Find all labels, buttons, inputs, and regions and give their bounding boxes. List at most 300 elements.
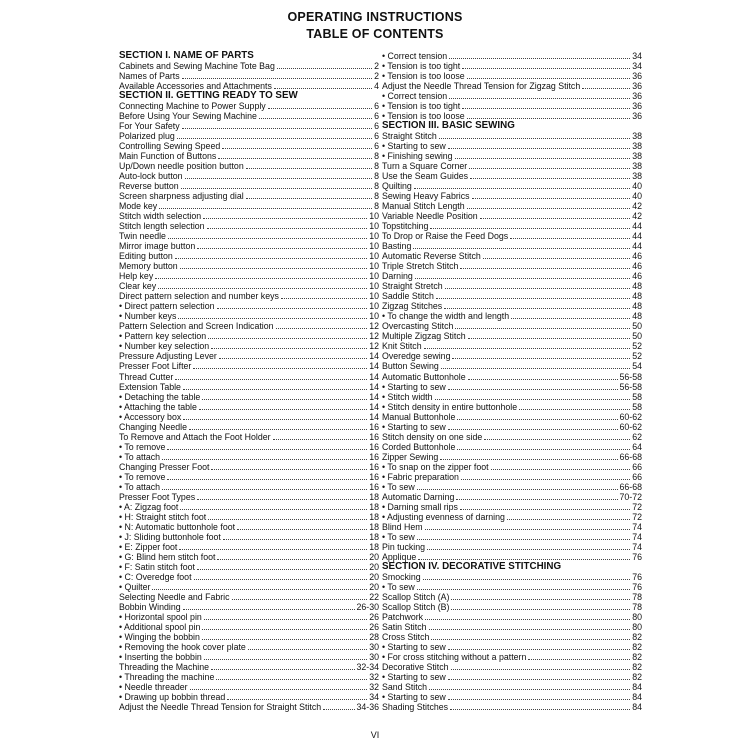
toc-entry-page: 66-68 <box>619 481 642 492</box>
toc-entry <box>382 522 642 532</box>
dot-leader <box>276 322 368 329</box>
toc-entry-page: 16 <box>369 431 379 442</box>
toc-entry-title: Presser Foot Lifter <box>119 361 192 372</box>
toc-entry-title: Corded Buttonhole <box>382 441 456 452</box>
toc-entry-page: 18 <box>369 521 379 532</box>
dot-leader <box>227 693 367 700</box>
dot-leader <box>418 553 630 560</box>
toc-entry <box>119 261 379 271</box>
toc-entry-page: 10 <box>369 291 379 302</box>
dot-leader <box>468 332 631 339</box>
toc-entry <box>382 472 642 482</box>
dot-leader <box>208 513 367 520</box>
toc-entry <box>119 702 379 712</box>
toc-entry-title: • Direct pattern selection <box>119 301 215 312</box>
toc-entry <box>382 211 642 221</box>
toc-entry-page: 14 <box>369 391 379 402</box>
dot-leader <box>528 653 630 660</box>
toc-entry-page: 48 <box>632 291 642 302</box>
toc-entry <box>119 201 379 211</box>
dot-leader <box>427 543 630 550</box>
dot-leader <box>507 513 630 520</box>
toc-entry <box>119 582 379 592</box>
toc-entry <box>119 432 379 442</box>
toc-entry-title: Topstitching <box>382 221 429 232</box>
dot-leader <box>462 102 630 109</box>
toc-entry <box>382 492 642 502</box>
toc-entry-title: Changing Needle <box>119 421 187 432</box>
dot-leader <box>323 703 354 710</box>
toc-entry-page: 6 <box>374 111 379 122</box>
toc-entry-page: 18 <box>369 491 379 502</box>
toc-entry <box>119 231 379 241</box>
toc-entry-title: • To remove <box>119 471 166 482</box>
toc-entry-title: Cross Stitch <box>382 631 430 642</box>
toc-entry-title: Automatic Darning <box>382 491 455 502</box>
toc-entry <box>119 321 379 331</box>
toc-entry <box>119 271 379 281</box>
toc-entry-page: 76 <box>632 581 642 592</box>
dot-leader <box>451 593 630 600</box>
toc-entry <box>382 221 642 231</box>
dot-leader <box>460 503 630 510</box>
toc-entry <box>119 382 379 392</box>
toc-entry-title: • To sew <box>382 581 415 592</box>
toc-entry <box>382 151 642 161</box>
toc-entry-title: • Starting to sew <box>382 381 446 392</box>
toc-entry-page: 42 <box>632 211 642 222</box>
toc-entry-page: 80 <box>632 621 642 632</box>
toc-entry <box>119 281 379 291</box>
toc-entry-title: • Correct tension <box>382 91 448 102</box>
toc-entry <box>382 632 642 642</box>
toc-entry-title: Up/Down needle position button <box>119 161 244 172</box>
toc-entry <box>119 562 379 572</box>
toc-entry-page: 82 <box>632 631 642 642</box>
toc-entry-title: Reverse button <box>119 181 179 192</box>
toc-entry <box>382 331 642 341</box>
toc-entry <box>382 462 642 472</box>
toc-entry-page: 66 <box>632 471 642 482</box>
toc-entry-title: Straight Stitch <box>382 131 437 142</box>
dot-leader <box>461 473 630 480</box>
dot-leader <box>182 122 372 129</box>
toc-entry-page: 44 <box>632 241 642 252</box>
toc-entry-title: Help key <box>119 271 154 282</box>
dot-leader <box>197 563 367 570</box>
toc-entry <box>382 622 642 632</box>
toc-entry-title: Adjust the Needle Thread Tension for Straight Stitch <box>119 702 322 713</box>
dot-leader <box>259 112 372 119</box>
toc-entry-page: 52 <box>632 351 642 362</box>
toc-entry <box>382 111 642 121</box>
toc-entry-page: 34 <box>632 61 642 72</box>
toc-entry-page: 38 <box>632 151 642 162</box>
dot-leader <box>455 152 631 159</box>
toc-entry-page: 26 <box>369 611 379 622</box>
dot-leader <box>202 623 367 630</box>
toc-entry-page: 14 <box>369 381 379 392</box>
toc-entry-title: • Drawing up bobbin thread <box>119 692 226 702</box>
toc-entry-title: • Starting to sew <box>382 671 446 682</box>
toc-entry-title: Mode key <box>119 201 158 212</box>
dot-leader <box>152 583 367 590</box>
toc-entry-title: Zipper Sewing <box>382 451 439 462</box>
toc-entry-title: • Stitch density in entire buttonhole <box>382 401 518 412</box>
toc-entry-title: Memory button <box>119 261 178 272</box>
dot-leader <box>449 52 630 59</box>
toc-entry <box>382 181 642 191</box>
toc-entry-title: • G: Blind hem stitch foot <box>119 551 216 562</box>
dot-leader <box>232 593 368 600</box>
toc-entry <box>119 151 379 161</box>
dot-leader <box>424 342 631 349</box>
toc-entry-title: • Finishing sewing <box>382 151 453 162</box>
toc-entry-title: Manual Buttonhole <box>382 411 456 422</box>
toc-entry-title: • J: Sliding buttonhole foot <box>119 531 221 542</box>
toc-entry <box>382 321 642 331</box>
toc-entry-title: • Attaching the table <box>119 401 197 412</box>
dot-leader <box>268 102 372 109</box>
toc-entry <box>119 61 379 71</box>
dot-leader <box>162 453 367 460</box>
toc-entry-title: • To sew <box>382 531 415 542</box>
dot-leader <box>183 413 367 420</box>
toc-entry <box>382 341 642 351</box>
dot-leader <box>439 132 630 139</box>
toc-entry-title: Shading Stitches <box>382 702 449 713</box>
toc-entry-page: 48 <box>632 301 642 312</box>
toc-entry <box>119 171 379 181</box>
toc-entry <box>382 682 642 692</box>
toc-entry-page: 10 <box>369 221 379 232</box>
toc-entry-title: Clear key <box>119 281 157 292</box>
dot-leader <box>511 312 630 319</box>
dot-leader <box>180 262 368 269</box>
dot-leader <box>417 533 630 540</box>
toc-entry-page: 4 <box>374 81 379 92</box>
dot-leader <box>467 72 631 79</box>
toc-entry-page: 6 <box>374 121 379 132</box>
dot-leader <box>510 232 630 239</box>
toc-entry-page: 10 <box>369 241 379 252</box>
toc-entry-page: 72 <box>632 511 642 522</box>
dot-leader <box>167 473 367 480</box>
dot-leader <box>444 302 630 309</box>
toc-entry-page: 28 <box>369 631 379 642</box>
toc-entry-title: • Stitch width <box>382 391 433 402</box>
toc-entry-title: Automatic Buttonhole <box>382 371 466 382</box>
toc-entry-page: 2 <box>374 61 379 72</box>
toc-entry <box>119 291 379 301</box>
dot-leader <box>429 683 630 690</box>
toc-entry-title: • Needle threader <box>119 681 188 692</box>
toc-entry-title: • Horizontal spool pin <box>119 611 202 622</box>
toc-entry <box>382 482 642 492</box>
dot-leader <box>467 112 631 119</box>
toc-entry <box>119 211 379 221</box>
dot-leader <box>167 443 367 450</box>
toc-entry <box>382 442 642 452</box>
toc-entry-title: Stitch width selection <box>119 211 202 222</box>
toc-entry-title: Manual Stitch Length <box>382 201 465 212</box>
toc-entry-page: 12 <box>369 341 379 352</box>
toc-entry <box>119 221 379 231</box>
toc-entry-page: 30 <box>369 641 379 652</box>
dot-leader <box>207 222 368 229</box>
toc-entry-page: 38 <box>632 161 642 172</box>
toc-entry-title: Polarized plug <box>119 131 175 142</box>
toc-entry-title: Available Accessories and Attachments <box>119 81 272 92</box>
toc-entry-page: 84 <box>632 702 642 713</box>
toc-entry-title: Stitch length selection <box>119 221 205 232</box>
dot-leader <box>183 603 355 610</box>
toc-entry-title: Scallop Stitch (A) <box>382 591 450 602</box>
dot-leader <box>425 523 631 530</box>
toc-entry-page: 10 <box>369 281 379 292</box>
dot-leader <box>182 72 372 79</box>
dot-leader <box>211 463 367 470</box>
toc-entry-title: Scallop Stitch (B) <box>382 601 450 612</box>
toc-entry-title: • Inserting the bobbin <box>119 651 202 662</box>
toc-entry-title: • Number key selection <box>119 341 210 352</box>
toc-entry-page: 46 <box>632 271 642 282</box>
toc-entry <box>382 572 642 582</box>
toc-entry <box>382 602 642 612</box>
toc-entry-title: Quilting <box>382 181 412 192</box>
toc-entry-page: 54 <box>632 361 642 372</box>
dot-leader <box>448 673 630 680</box>
toc-entry-title: Variable Needle Position <box>382 211 478 222</box>
toc-entry-title: Pressure Adjusting Lever <box>119 351 217 362</box>
toc-entry-page: 16 <box>369 451 379 462</box>
toc-entry-page: 76 <box>632 551 642 562</box>
toc-entry <box>382 542 642 552</box>
toc-entry-page: 48 <box>632 281 642 292</box>
dot-leader <box>178 312 367 319</box>
toc-entry <box>119 372 379 382</box>
toc-entry-page: 52 <box>632 341 642 352</box>
dot-leader <box>179 543 367 550</box>
toc-entry-title: Knit Stitch <box>382 341 422 352</box>
toc-entry-page: 16 <box>369 481 379 492</box>
toc-entry <box>119 351 379 361</box>
toc-entry-title: • To snap on the zipper foot <box>382 461 489 472</box>
dot-leader <box>470 172 630 179</box>
toc-entry-page: 26 <box>369 621 379 632</box>
toc-entry <box>382 101 642 111</box>
toc-entry-page: 26-30 <box>356 601 379 612</box>
toc-entry-title: Pin tucking <box>382 541 426 552</box>
toc-entry-title: • Tension is too loose <box>382 71 465 82</box>
toc-entry-title: • F: Satin stitch foot <box>119 561 195 572</box>
toc-entry <box>119 452 379 462</box>
dot-leader <box>204 653 367 660</box>
toc-entry-title: Cabinets and Sewing Machine Tote Bag <box>119 61 275 72</box>
toc-entry <box>382 532 642 542</box>
toc-entry-title: Multiple Zigzag Stitch <box>382 331 466 342</box>
dot-leader <box>237 523 367 530</box>
toc-entry <box>382 592 642 602</box>
toc-entry <box>382 241 642 251</box>
toc-entry <box>119 592 379 602</box>
toc-entry-page: 16 <box>369 461 379 472</box>
dot-leader <box>273 433 368 440</box>
toc-entry-title: Overedge sewing <box>382 351 451 362</box>
dot-leader <box>218 152 372 159</box>
toc-entry-title: • Correct tension <box>382 51 448 61</box>
toc-entry-page: 34 <box>632 51 642 61</box>
page-number: VI <box>370 730 380 740</box>
toc-entry <box>119 341 379 351</box>
toc-entry-title: • Starting to sew <box>382 141 446 152</box>
dot-leader <box>274 82 372 89</box>
toc-entry-title: Names of Parts <box>119 71 180 82</box>
toc-entry-title: • Pattern key selection <box>119 331 207 342</box>
section-heading: SECTION II. GETTING READY TO SEW <box>119 91 298 102</box>
dot-leader <box>457 413 617 420</box>
toc-entry-title: To Remove and Attach the Foot Holder <box>119 431 271 442</box>
toc-entry <box>382 552 642 562</box>
toc-entry <box>119 642 379 652</box>
dot-leader <box>168 232 367 239</box>
dot-leader <box>415 272 630 279</box>
toc-entry <box>119 532 379 542</box>
dot-leader <box>448 693 630 700</box>
toc-entry-title: Extension Table <box>119 381 181 392</box>
toc-entry <box>119 482 379 492</box>
toc-entry <box>119 301 379 311</box>
toc-entry <box>382 412 642 422</box>
toc-entry <box>119 422 379 432</box>
toc-entry-title: • Starting to sew <box>382 421 446 432</box>
dot-leader <box>467 202 631 209</box>
toc-entry-page: 38 <box>632 171 642 182</box>
section-heading: SECTION IV. DECORATIVE STITCHING <box>382 561 562 572</box>
toc-entry-title: Changing Presser Foot <box>119 461 210 472</box>
dot-leader <box>440 453 617 460</box>
toc-entry-page: 8 <box>374 191 379 202</box>
dot-leader <box>460 262 630 269</box>
toc-entry-page: 72 <box>632 501 642 512</box>
toc-entry-page: 6 <box>374 141 379 152</box>
toc-entry-page: 66-68 <box>619 451 642 462</box>
toc-entry-title: • Fabric preparation <box>382 471 459 482</box>
toc-entry-page: 56-58 <box>619 371 642 382</box>
toc-entry-title: • To attach <box>119 481 161 492</box>
dot-leader <box>197 493 367 500</box>
toc-entry <box>382 191 642 201</box>
toc-right-column <box>382 51 642 712</box>
toc-entry <box>382 392 642 402</box>
toc-entry <box>382 71 642 81</box>
toc-entry-title: • Starting to sew <box>382 692 446 702</box>
dot-leader <box>159 202 372 209</box>
dot-leader <box>582 82 630 89</box>
dot-leader <box>222 142 372 149</box>
dot-leader <box>219 352 367 359</box>
dot-leader <box>211 663 355 670</box>
toc-entry-title: Threading the Machine <box>119 661 209 672</box>
toc-entry-title: • Winging the bobbin <box>119 631 200 642</box>
toc-entry <box>119 632 379 642</box>
toc-entry-page: 78 <box>632 601 642 612</box>
toc-entry <box>119 472 379 482</box>
toc-entry-title: • Detaching the table <box>119 391 201 402</box>
toc-entry-title: • Starting to sew <box>382 641 446 652</box>
dot-leader <box>193 362 367 369</box>
dot-leader <box>451 603 630 610</box>
dot-leader <box>217 302 368 309</box>
toc-entry-title: • N: Automatic buttonhole foot <box>119 521 236 532</box>
toc-entry-page: 80 <box>632 611 642 622</box>
toc-entry-page: 34 <box>369 692 379 702</box>
dot-leader <box>472 192 631 199</box>
toc-entry-title: Twin needle <box>119 231 166 242</box>
toc-entry-title: Connecting Machine to Power Supply <box>119 101 266 112</box>
toc-entry <box>382 61 642 71</box>
toc-entry-page: 66 <box>632 461 642 472</box>
dot-leader <box>484 433 630 440</box>
toc-entry-title: Bobbin Winding <box>119 601 181 612</box>
toc-entry <box>119 502 379 512</box>
toc-entry <box>119 512 379 522</box>
toc-entry <box>119 602 379 612</box>
toc-entry-page: 10 <box>369 301 379 312</box>
dot-leader <box>185 172 373 179</box>
toc-entry <box>382 402 642 412</box>
toc-entry-title: Smocking <box>382 571 421 582</box>
toc-entry <box>119 462 379 472</box>
dot-leader <box>448 383 618 390</box>
toc-entry-page: 48 <box>632 311 642 322</box>
toc-entry-title: • C: Overedge foot <box>119 571 192 582</box>
toc-entry <box>382 301 642 311</box>
toc-entry-title: • To change the width and length <box>382 311 510 322</box>
document-subtitle: TABLE OF CONTENTS <box>306 27 444 41</box>
toc-entry <box>119 71 379 81</box>
toc-entry <box>382 51 642 61</box>
toc-entry <box>119 121 379 131</box>
dot-leader <box>480 212 631 219</box>
toc-entry-page: 14 <box>369 401 379 412</box>
dot-leader <box>158 282 367 289</box>
dot-leader <box>491 463 631 470</box>
dot-leader <box>177 132 372 139</box>
toc-entry-title: Adjust the Needle Thread Tension for Zigzag Stitch <box>382 81 581 92</box>
toc-entry-page: 18 <box>369 531 379 542</box>
toc-entry <box>119 692 379 702</box>
dot-leader <box>190 683 368 690</box>
toc-entry-page: 58 <box>632 391 642 402</box>
toc-entry-page: 8 <box>374 201 379 212</box>
toc-entry-title: Editing button <box>119 251 173 262</box>
dot-leader <box>281 292 367 299</box>
toc-entry <box>119 251 379 261</box>
toc-entry <box>382 502 642 512</box>
dot-leader <box>155 272 367 279</box>
dot-leader <box>204 613 367 620</box>
toc-entry <box>119 181 379 191</box>
dot-leader <box>519 403 630 410</box>
toc-entry-page: 84 <box>632 692 642 702</box>
toc-entry-title: Patchwork <box>382 611 424 622</box>
toc-entry-page: 20 <box>369 571 379 582</box>
toc-entry-title: Stitch density on one side <box>382 431 483 442</box>
dot-leader <box>417 483 618 490</box>
toc-entry-page: 50 <box>632 331 642 342</box>
toc-entry-title: Pattern Selection and Screen Indication <box>119 321 274 332</box>
